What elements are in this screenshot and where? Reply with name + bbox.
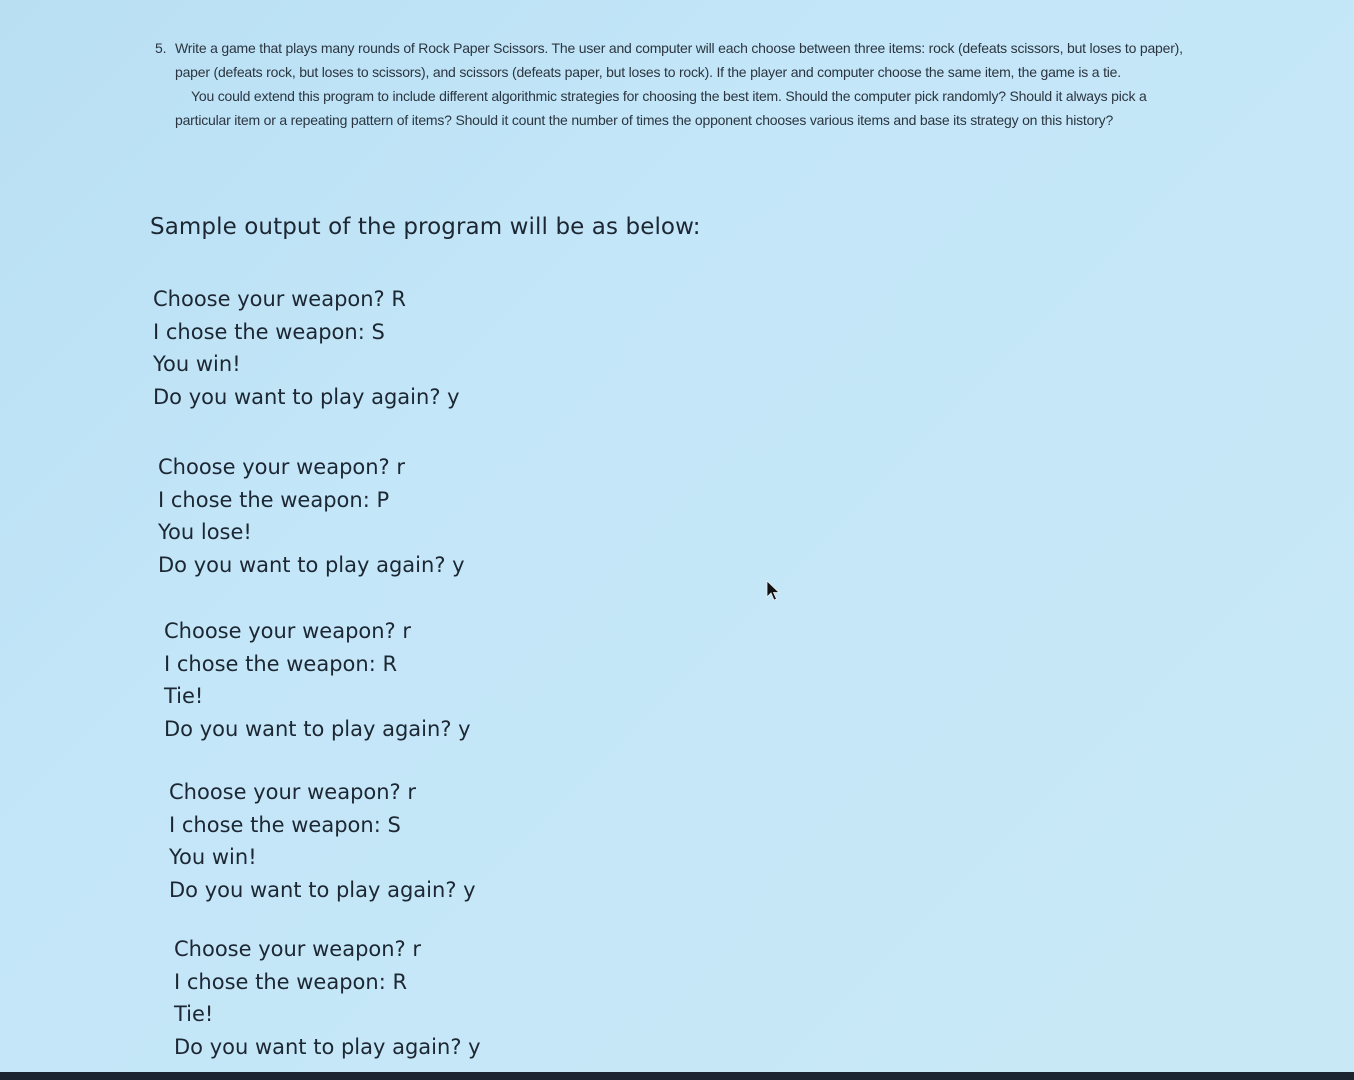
round-prompt: Choose your weapon? R (153, 287, 406, 311)
round-prompt: Choose your weapon? r (174, 937, 422, 961)
round-result: Tie! (174, 1002, 214, 1026)
round-result: You win! (169, 845, 257, 869)
sample-output-heading: Sample output of the program will be as below: (150, 214, 701, 240)
round-prompt: Choose your weapon? r (169, 780, 417, 804)
round-prompt: Choose your weapon? r (158, 455, 406, 479)
round-result: You lose! (158, 520, 252, 544)
round-computer-choice: I chose the weapon: S (153, 319, 385, 344)
problem-statement (155, 36, 1195, 132)
sample-round-4 (169, 776, 476, 906)
round-play-again: Do you want to play again? y (153, 384, 460, 409)
sample-round-5 (174, 933, 481, 1063)
round-result: Tie! (164, 684, 204, 708)
round-computer-choice: I chose the weapon: S (169, 812, 401, 837)
mouse-pointer-icon (766, 580, 780, 602)
sample-round-3 (164, 615, 471, 745)
round-play-again: Do you want to play again? y (158, 552, 465, 577)
sample-round-2 (158, 451, 465, 581)
problem-paragraph-1: Write a game that plays many rounds of Rock Paper Scissors. The user and computer will each choose between three items: rock (defeats scissors, but loses to paper), paper (defeats rock, but loses to scissors), and scissors (defeats paper, but loses to rock). If the player and computer choose the same item, the game is a tie. (175, 40, 1183, 80)
round-computer-choice: I chose the weapon: R (174, 969, 408, 994)
problem-number: 5. (155, 40, 167, 56)
round-play-again: Do you want to play again? y (164, 716, 471, 741)
round-result: You win! (153, 352, 241, 376)
sample-round-1 (153, 283, 460, 413)
problem-paragraph-2: You could extend this program to include different algorithmic strategies for choosing the best item. Should the computer pick randomly? Should it always pick a particular item or a repeating pattern of items? Should it count the number of times the opponent chooses various items and base its strategy on this history? (175, 88, 1147, 128)
round-computer-choice: I chose the weapon: R (164, 651, 398, 676)
round-prompt: Choose your weapon? r (164, 619, 412, 643)
monitor-bezel (0, 1072, 1354, 1080)
round-play-again: Do you want to play again? y (174, 1034, 481, 1059)
round-play-again: Do you want to play again? y (169, 877, 476, 902)
round-computer-choice: I chose the weapon: P (158, 487, 390, 512)
